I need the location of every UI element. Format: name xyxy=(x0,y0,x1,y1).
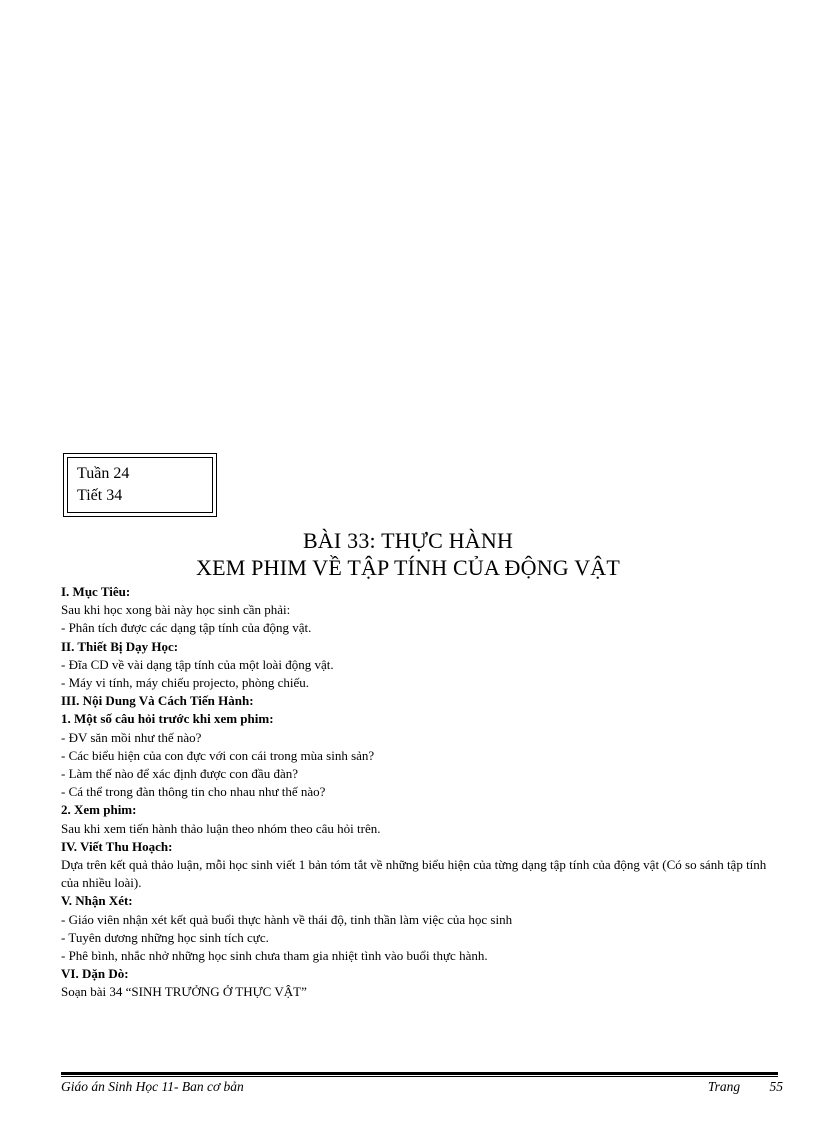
footer-rule-thin xyxy=(61,1076,778,1077)
text-line: - Giáo viên nhận xét kết quả buổi thực hành về thái độ, tinh thần làm việc của học sinh xyxy=(61,911,513,927)
text-line: - Phân tích được các dạng tập tính của động vật. xyxy=(61,620,312,636)
week-period-box-inner xyxy=(67,457,213,513)
page-number: 55 xyxy=(769,1079,783,1094)
report-paragraph: Dựa trên kết quả thảo luận, mỗi học sinh viết 1 bản tóm tắt về những biểu hiện của từng dạng tập tính của động vật (Có so sánh tập tính của nhiều loài). xyxy=(61,857,767,891)
text-line: - Phê bình, nhắc nhở những học sinh chưa tham gia nhiệt tình vào buổi thực hành. xyxy=(61,948,488,964)
lesson-content xyxy=(61,583,767,1002)
question-item: - Các biểu hiện của con đực với con cái trong mùa sinh sản? xyxy=(61,747,375,763)
question-item: - Cá thể trong đàn thông tin cho nhau như thế nào? xyxy=(61,784,326,800)
section-heading-objectives: I. Mục Tiêu: xyxy=(61,584,131,599)
question-item: - ĐV săn mồi như thế nào? xyxy=(61,729,202,745)
week-label: Tuần 24 xyxy=(77,465,130,482)
text-line: Soạn bài 34 “SINH TRƯỞNG Ở THỰC VẬT” xyxy=(61,984,307,1000)
page-label: Trang xyxy=(707,1079,741,1094)
section-heading-review: V. Nhận Xét: xyxy=(61,893,133,909)
lesson-title: BÀI 33: THỰC HÀNH xyxy=(302,528,514,553)
subsection-heading-questions: 1. Một số câu hỏi trước khi xem phim: xyxy=(61,711,274,727)
section-heading-report: IV. Viết Thu Hoạch: xyxy=(61,838,173,854)
text-line: Sau khi xem tiến hành thảo luận theo nhóm theo câu hỏi trên. xyxy=(61,820,381,836)
section-heading-homework: VI. Dặn Dò: xyxy=(61,966,129,982)
lesson-subtitle: XEM PHIM VỀ TẬP TÍNH CỦA ĐỘNG VẬT xyxy=(195,555,621,580)
period-label: Tiết 34 xyxy=(77,487,123,504)
footer-left-text: Giáo án Sinh Học 11- Ban cơ bản xyxy=(61,1079,244,1094)
page-footer xyxy=(61,1079,783,1095)
section-heading-procedure: III. Nội Dung Và Cách Tiến Hành: xyxy=(61,693,254,709)
question-item: - Làm thế nào để xác định được con đầu đàn? xyxy=(61,766,298,782)
footer-page-info xyxy=(708,1079,783,1095)
text-line: - Đĩa CD về vài dạng tập tính của một loài động vật. xyxy=(61,656,334,672)
text-line: Sau khi học xong bài này học sinh cần phải: xyxy=(61,602,291,618)
section-heading-equipment: II. Thiết Bị Dạy Học: xyxy=(61,638,179,654)
text-line: - Máy vi tính, máy chiếu projecto, phòng chiếu. xyxy=(61,675,310,691)
week-period-box xyxy=(63,453,217,517)
footer-rule-thick xyxy=(61,1072,778,1075)
subsection-heading-watch: 2. Xem phim: xyxy=(61,802,137,818)
text-line: - Tuyên dương những học sinh tích cực. xyxy=(61,929,269,945)
